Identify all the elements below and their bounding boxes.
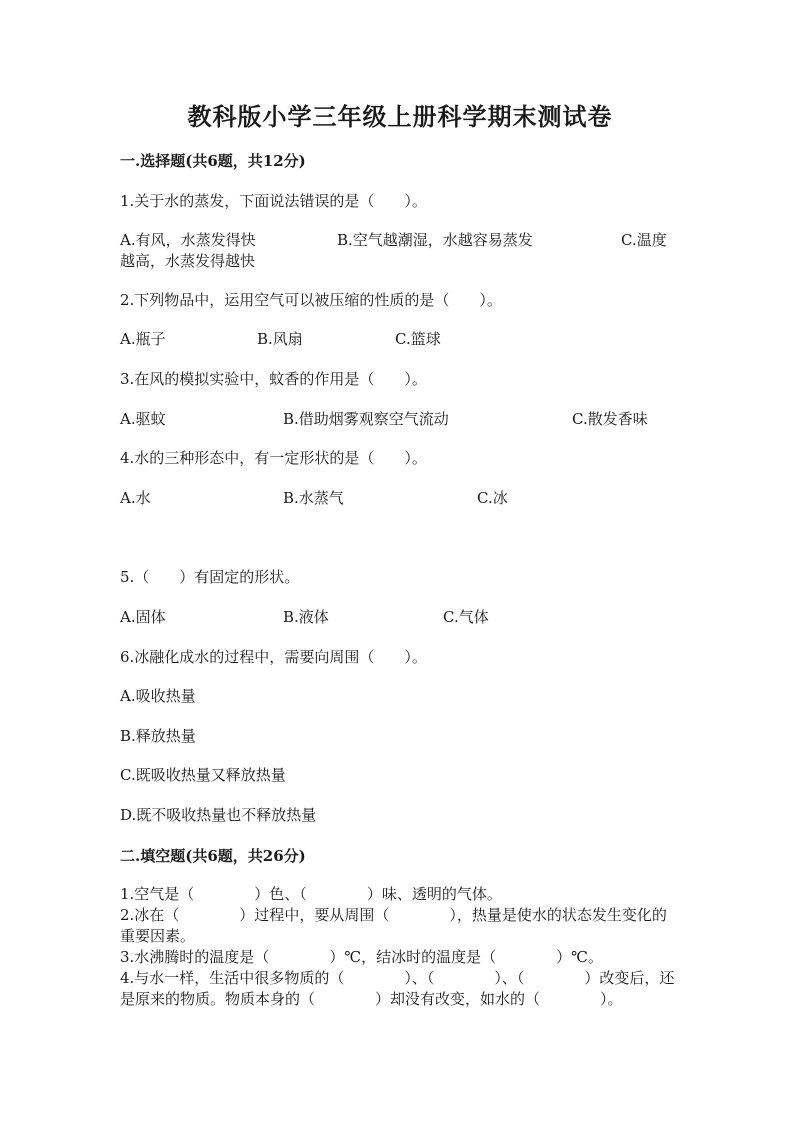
fill-question-3: 3.水沸腾时的温度是（ ）℃，结冰时的温度是（ ）℃。: [120, 948, 603, 966]
question-6-option-b: B.释放热量: [120, 727, 196, 745]
section-heading-choice: 一.选择题(共6题，共12分): [120, 152, 306, 170]
question-3-option-c: C.散发香味: [572, 410, 648, 428]
question-5-option-c: C.气体: [443, 608, 489, 626]
question-1-option-a: A.有风，水蒸发得快: [120, 231, 256, 249]
question-5-stem: 5.（ ）有固定的形状。: [120, 568, 300, 586]
question-4-option-a: A.水: [120, 489, 151, 507]
question-3-option-a: A.驱蚊: [120, 410, 166, 428]
question-2-option-b: B.风扇: [257, 330, 303, 348]
fill-question-4: 4.与水一样，生活中很多物质的（ ）、（ ）、（ ）改变后，还是原来的物质。物质本身的（ ）却没有改变，如水的（ ）。: [120, 969, 675, 1008]
question-5-option-a: A.固体: [120, 608, 166, 626]
question-1-option-c-continued: 越高，水蒸发得越快: [120, 252, 256, 270]
question-6-stem: 6.冰融化成水的过程中，需要向周围（ ）。: [120, 648, 427, 666]
fill-question-1: 1.空气是（ ）色、（ ）味、透明的气体。: [120, 885, 502, 903]
question-2-stem: 2.下列物品中，运用空气可以被压缩的性质的是（ ）。: [120, 291, 502, 309]
fill-question-2: 2.冰在（ ）过程中，要从周围（ ），热量是使水的状态发生变化的重要因素。: [120, 906, 667, 945]
question-1-option-b: B.空气越潮湿，水越容易蒸发: [337, 231, 533, 249]
question-4-stem: 4.水的三种形态中，有一定形状的是（ ）。: [120, 449, 427, 467]
section-heading-fill: 二.填空题(共6题，共26分): [120, 847, 306, 865]
question-6-option-a: A.吸收热量: [120, 687, 196, 705]
question-4-option-c: C.冰: [477, 489, 508, 507]
question-6-option-d: D.既不吸收热量也不释放热量: [120, 806, 317, 824]
question-4-option-b: B.水蒸气: [283, 489, 344, 507]
question-3-option-b: B.借助烟雾观察空气流动: [283, 410, 449, 428]
question-1-option-c: C.温度: [621, 231, 667, 249]
question-2-option-c: C.篮球: [395, 330, 441, 348]
question-5-option-b: B.液体: [283, 608, 329, 626]
question-1-stem: 1.关于水的蒸发，下面说法错误的是（ ）。: [120, 192, 427, 210]
question-3-stem: 3.在风的模拟实验中，蚊香的作用是（ ）。: [120, 370, 427, 388]
exam-title: 教科版小学三年级上册科学期末测试卷: [187, 102, 613, 131]
question-6-option-c: C.既吸收热量又释放热量: [120, 766, 286, 784]
question-2-option-a: A.瓶子: [120, 330, 166, 348]
